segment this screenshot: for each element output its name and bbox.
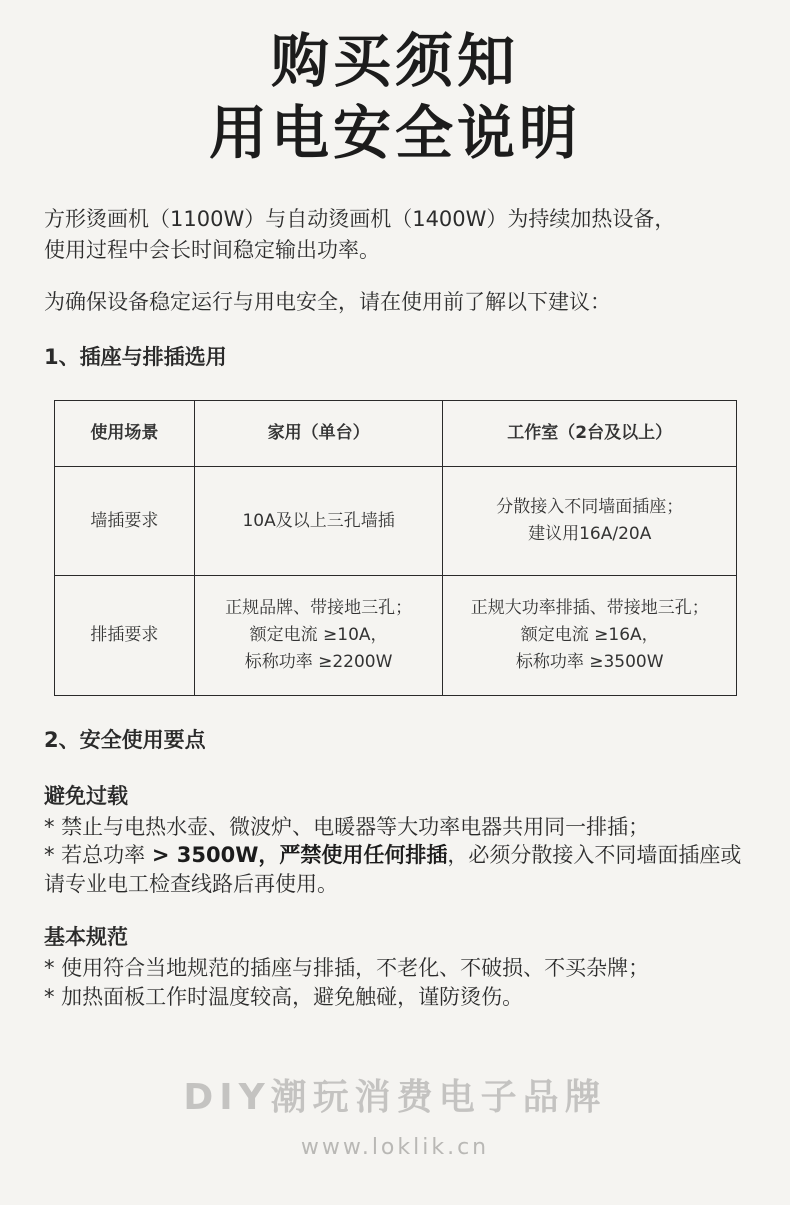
table-header: 家用（单台） [194, 401, 443, 467]
avoid-overload-title: 避免过载 [44, 784, 128, 808]
table-cell [194, 576, 443, 696]
cell-line: 10A及以上三孔墙插 [242, 510, 395, 531]
section-socket-title: 1、插座与排插选用 [44, 345, 227, 369]
intro-line-2: 使用过程中会长时间稳定输出功率。 [44, 238, 380, 262]
page-subtitle: 用电安全说明 [208, 99, 581, 167]
table-header-row [55, 401, 737, 467]
table-cell [443, 576, 737, 696]
table-header: 工作室（2台及以上） [443, 401, 737, 467]
bullet-text: * 若总功率 [44, 843, 152, 867]
cell-line: 额定电流 ≥10A， [249, 625, 388, 645]
cell-line: 建议用16A/20A [528, 524, 652, 544]
table-cell-label: 排插要求 [55, 576, 195, 696]
table-cell [194, 467, 443, 576]
avoid-bullet-1: * 禁止与电热水壶、微波炉、电暖器等大功率电器共用同一排插； [44, 815, 650, 839]
website-url: www.loklik.cn [300, 1135, 490, 1160]
cell-line: 额定电流 ≥16A， [520, 625, 659, 645]
brand-slogan: DIY潮玩消费电子品牌 [183, 1077, 607, 1118]
table-header: 使用场景 [55, 401, 195, 467]
cell-line: 分散接入不同墙面插座； [496, 497, 684, 517]
cell-line: 标称功率 ≥3500W [515, 652, 664, 672]
basic-bullet-2: * 加热面板工作时温度较高，避免触碰，谨防烫伤。 [44, 985, 524, 1009]
avoid-bullet-2 [44, 841, 744, 899]
table-cell-label: 墙插要求 [55, 467, 195, 576]
table-row [55, 576, 737, 696]
basic-bullet-1: * 使用符合当地规范的插座与排插，不老化、不破损、不买杂牌； [44, 956, 650, 980]
cell-line: 正规大功率排插、带接地三孔； [470, 598, 709, 618]
cell-line: 正规品牌、带接地三孔； [225, 598, 413, 618]
cell-line: 标称功率 ≥2200W [244, 652, 393, 672]
intro-line-1: 方形烫画机（1100W）与自动烫画机（1400W）为持续加热设备， [44, 207, 676, 231]
bullet-warning-bold: > 3500W，严禁使用任何排插 [151, 843, 448, 867]
table-cell [443, 467, 737, 576]
page-title: 购买须知 [270, 27, 519, 95]
basic-rules-title: 基本规范 [44, 925, 128, 949]
bullet-text: ，必须分散接入不同墙面插座或请专业电工检查线路后再使用。 [44, 843, 742, 896]
section-safety-title: 2、安全使用要点 [44, 728, 206, 752]
socket-requirements-table [54, 400, 737, 696]
intro-line-3: 为确保设备稳定运行与用电安全，请在使用前了解以下建议： [44, 290, 611, 314]
table-row [55, 467, 737, 576]
